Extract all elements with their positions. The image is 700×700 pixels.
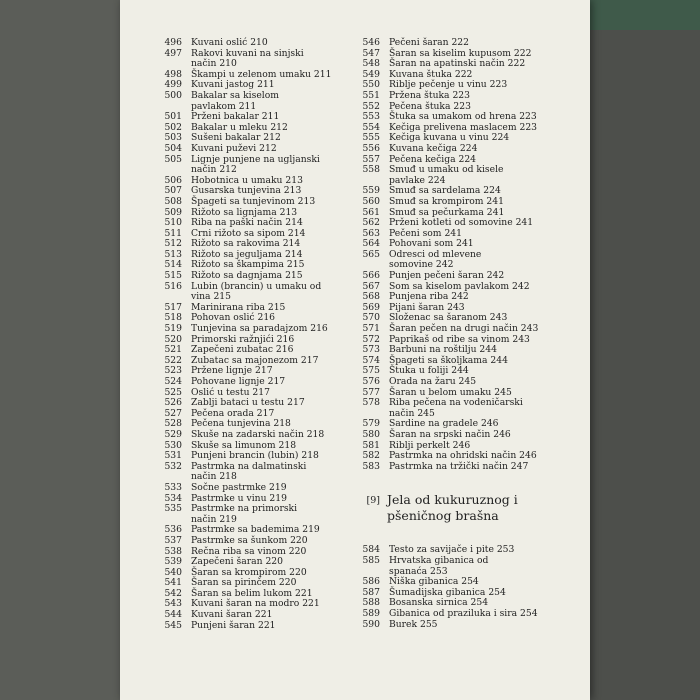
recipe-title: Šaran pečen na drugi način 243: [389, 323, 539, 335]
book-page: [120, 0, 590, 700]
recipe-number: 573: [362, 344, 380, 356]
right-column-entries: [354, 38, 569, 472]
recipe-title: Zapečeni zubatac 216: [191, 344, 294, 356]
recipe-number: 555: [362, 132, 380, 144]
recipe-title: Pijani šaran 243: [389, 301, 465, 313]
recipe-title: Šaran na apatinski način 222: [389, 58, 526, 70]
recipe-title: Pastrmka na dalmatinski: [191, 460, 307, 472]
recipe-number: 586: [362, 576, 380, 588]
recipe-title: Oslić u testu 217: [191, 386, 270, 398]
recipe-number: 568: [362, 291, 380, 303]
recipe-title: Smuđ sa sardelama 224: [389, 185, 501, 197]
recipe-title: Hobotnica u umaku 213: [191, 174, 303, 186]
recipe-entry: [354, 620, 569, 631]
section-title-line: pšeničnog brašna: [387, 507, 499, 523]
recipe-entry: [354, 398, 569, 409]
recipe-number: 534: [164, 492, 182, 504]
recipe-title: Bakalar sa kiselom: [191, 89, 279, 101]
recipe-title: Pečena štuka 223: [389, 100, 471, 112]
recipe-number: 578: [362, 397, 380, 409]
recipe-number: 540: [164, 566, 182, 578]
recipe-title: Punjeni šaran 221: [191, 619, 276, 631]
recipe-entry: [156, 621, 356, 632]
recipe-title: Odresci od mlevene: [389, 248, 482, 260]
recipe-number: 569: [362, 301, 380, 313]
recipe-number: 589: [362, 607, 380, 619]
recipe-number: 531: [164, 450, 182, 462]
recipe-title: Punjen pečeni šaran 242: [389, 270, 505, 282]
recipe-number: 541: [164, 577, 182, 589]
recipe-number: 504: [164, 142, 182, 154]
recipe-number: 528: [164, 418, 182, 430]
recipe-title: Prženi bakalar 211: [191, 111, 280, 123]
recipe-number: 523: [164, 365, 182, 377]
recipe-title: Šaran na srpski način 246: [389, 428, 511, 440]
recipe-title: Crni rižoto sa sipom 214: [191, 227, 306, 239]
recipe-number: 517: [164, 301, 182, 313]
recipe-title: Šumadijska gibanica 254: [389, 586, 506, 598]
recipe-number: 566: [362, 270, 380, 282]
recipe-number: 510: [164, 217, 182, 229]
recipe-number: 567: [362, 280, 380, 292]
recipe-number: 554: [362, 121, 380, 133]
recipe-title: Pastrmke sa šunkom 220: [191, 534, 308, 546]
recipe-title: Šaran sa belim lukom 221: [191, 587, 313, 599]
recipe-number: 497: [164, 47, 182, 59]
recipe-title: Kečiga kuvana u vinu 224: [389, 132, 510, 144]
recipe-number: 550: [362, 79, 380, 91]
recipe-number: 498: [164, 68, 182, 80]
recipe-number: 511: [164, 227, 182, 239]
recipe-number: 518: [164, 312, 182, 324]
recipe-title: Tunjevina sa paradajzom 216: [191, 323, 328, 335]
recipe-title: način 212: [191, 164, 237, 176]
recipe-number: 580: [362, 428, 380, 440]
recipe-number: 553: [362, 111, 380, 123]
recipe-title: Pržena štuka 223: [389, 89, 470, 101]
recipe-title: Pohovane lignje 217: [191, 376, 286, 387]
recipe-number: 575: [362, 365, 380, 377]
recipe-number: 556: [362, 142, 380, 154]
recipe-number: 533: [164, 481, 182, 493]
recipe-entry: [156, 49, 356, 60]
recipe-number: 535: [164, 503, 182, 515]
recipe-title: Rečna riba sa vinom 220: [191, 545, 307, 557]
recipe-number: 546: [362, 37, 380, 48]
recipe-number: 516: [164, 280, 182, 292]
recipe-title: spanaća 253: [389, 565, 448, 577]
recipe-title: Pečena orada 217: [191, 407, 275, 419]
recipe-title: Burek 255: [389, 618, 438, 630]
recipe-title: Pastrmka na tržički način 247: [389, 460, 529, 472]
recipe-title: Barbuni na roštilju 244: [389, 344, 497, 356]
section-title-line: Jela od kukuruznog i: [387, 492, 518, 508]
recipe-title: Niška gibanica 254: [389, 576, 479, 588]
recipe-entry: [156, 197, 356, 208]
recipe-number: 530: [164, 439, 182, 451]
recipe-title: način 218: [191, 471, 237, 483]
recipe-number: 519: [164, 323, 182, 335]
recipe-number: 571: [362, 323, 380, 335]
recipe-title: Pastrmke sa bademima 219: [191, 524, 320, 536]
recipe-title: Lubin (brancin) u umaku od: [191, 280, 322, 292]
recipe-number: 585: [362, 554, 380, 566]
recipe-entry: [354, 377, 569, 388]
recipe-title: Pečena kečiga 224: [389, 153, 477, 165]
recipe-number: 539: [164, 556, 182, 568]
recipe-entry: [156, 144, 356, 155]
recipe-title: Skuše sa limunom 218: [191, 439, 297, 451]
section-number: [9]: [366, 495, 380, 507]
recipe-title: Šaran sa pirinčem 220: [191, 577, 297, 589]
recipe-title: Zablji bataci u testu 217: [191, 397, 305, 409]
recipe-entry: [156, 38, 356, 49]
recipe-number: 551: [362, 89, 380, 101]
recipe-number: 588: [362, 597, 380, 609]
recipe-number: 520: [164, 333, 182, 345]
recipe-title: somovine 242: [389, 259, 454, 271]
recipe-title: Špageti sa tunjevinom 213: [191, 195, 316, 207]
recipe-number: 560: [362, 195, 380, 207]
recipe-number: 508: [164, 195, 182, 207]
recipe-title: Primorski ražnjići 216: [191, 333, 295, 345]
recipe-number: 583: [362, 460, 380, 472]
recipe-entry: [156, 430, 356, 441]
background-cover: [590, 0, 700, 30]
recipe-number: 562: [362, 217, 380, 229]
recipe-number: 565: [362, 248, 380, 260]
recipe-title: Testo za savijače i pite 253: [389, 544, 515, 556]
recipe-title: Smuđ u umaku od kisele: [389, 164, 504, 176]
recipe-title: pavlakom 211: [191, 100, 257, 112]
recipe-number: 536: [164, 524, 182, 536]
recipe-number: 538: [164, 545, 182, 557]
recipe-number: 572: [362, 333, 380, 345]
recipe-title: Rižoto sa rakovima 214: [191, 238, 301, 250]
recipe-number: 526: [164, 397, 182, 409]
section-entries: [354, 545, 569, 630]
recipe-title: vina 215: [191, 291, 231, 303]
recipe-entry: [156, 483, 356, 494]
recipe-title: Kuvani oslić 210: [191, 37, 268, 48]
recipe-title: Riblji perkelt 246: [389, 439, 471, 451]
recipe-title: Riba pečena na vodeničarski: [389, 397, 523, 409]
recipe-number: 574: [362, 354, 380, 366]
recipe-title: način 210: [191, 58, 237, 70]
recipe-number: 570: [362, 312, 380, 324]
recipe-title: Rižoto sa škampima 215: [191, 259, 305, 271]
recipe-title: Sardine na gradele 246: [389, 418, 499, 430]
recipe-number: 512: [164, 238, 182, 250]
recipe-title: Špageti sa školjkama 244: [389, 354, 508, 366]
recipe-number: 537: [164, 534, 182, 546]
recipe-title: Šaran u belom umaku 245: [389, 386, 512, 398]
recipe-title: Pastrmka na ohridski način 246: [389, 450, 537, 462]
recipe-entry: [354, 38, 569, 49]
recipe-title: Bakalar u mleku 212: [191, 121, 288, 133]
recipe-entry: [354, 430, 569, 441]
recipe-number: 506: [164, 174, 182, 186]
recipe-number: 496: [164, 37, 182, 48]
recipe-title: Sušeni bakalar 212: [191, 132, 281, 144]
recipe-title: Rižoto sa lignjama 213: [191, 206, 298, 218]
recipe-title: Punjena riba 242: [389, 291, 469, 303]
recipe-title: Rakovi kuvani na sinjski: [191, 47, 304, 59]
recipe-number: 522: [164, 354, 182, 366]
recipe-number: 515: [164, 270, 182, 282]
recipe-number: 548: [362, 58, 380, 70]
recipe-number: 513: [164, 248, 182, 260]
recipe-title: Pastrmke na primorski: [191, 503, 298, 515]
recipe-number: 521: [164, 344, 182, 356]
recipe-entry: [156, 282, 356, 293]
recipe-number: 543: [164, 598, 182, 610]
recipe-entry: [354, 144, 569, 155]
recipe-number: 558: [362, 164, 380, 176]
recipe-number: 582: [362, 450, 380, 462]
section-title: [387, 492, 518, 523]
recipe-number: 509: [164, 206, 182, 218]
recipe-title: Škampi u zelenom umaku 211: [191, 68, 332, 80]
recipe-number: 544: [164, 609, 182, 621]
right-column: [354, 38, 569, 630]
background-surface: [590, 30, 700, 700]
recipe-number: 584: [362, 544, 380, 556]
recipe-title: Pečeni som 241: [389, 227, 462, 239]
recipe-entry: [156, 462, 356, 473]
recipe-title: Kuvani jastog 211: [191, 79, 275, 91]
recipe-number: 514: [164, 259, 182, 271]
recipe-title: Som sa kiselom pavlakom 242: [389, 280, 530, 292]
recipe-number: 499: [164, 79, 182, 91]
recipe-entry: [156, 91, 356, 102]
recipe-title: Zubatac sa majonezom 217: [191, 354, 319, 366]
recipe-number: 525: [164, 386, 182, 398]
recipe-title: Bosanska sirnica 254: [389, 597, 489, 609]
recipe-title: Složenac sa šaranom 243: [389, 312, 508, 324]
recipe-title: Pohovani som 241: [389, 238, 474, 250]
recipe-number: 545: [164, 619, 182, 631]
recipe-number: 561: [362, 206, 380, 218]
recipe-title: Kečiga prelivena maslacem 223: [389, 121, 538, 133]
recipe-entry: [156, 536, 356, 547]
recipe-number: 503: [164, 132, 182, 144]
recipe-title: Pohovan oslić 216: [191, 312, 276, 324]
recipe-title: Pržene lignje 217: [191, 365, 273, 377]
recipe-number: 501: [164, 111, 182, 123]
recipe-number: 547: [362, 47, 380, 59]
recipe-title: Prženi kotleti od somovine 241: [389, 217, 534, 229]
recipe-title: Riblje pečenje u vinu 223: [389, 79, 508, 91]
recipe-number: 549: [362, 68, 380, 80]
recipe-number: 557: [362, 153, 380, 165]
recipe-title: Pastrmke u vinu 219: [191, 492, 287, 504]
recipe-entry: [354, 556, 569, 567]
recipe-entry: [354, 609, 569, 620]
recipe-title: Marinirana riba 215: [191, 301, 286, 313]
recipe-title: Kuvana štuka 222: [389, 68, 473, 80]
recipe-title: Štuka sa umakom od hrena 223: [389, 111, 537, 123]
recipe-number: 579: [362, 418, 380, 430]
left-column: [156, 38, 356, 631]
recipe-number: 500: [164, 89, 182, 101]
recipe-entry: [354, 91, 569, 102]
recipe-entry: [156, 155, 356, 166]
recipe-title: Štuka u foliji 244: [389, 365, 469, 377]
recipe-title: Sočne pastrmke 219: [191, 481, 287, 493]
recipe-title: Rižoto sa jeguljama 214: [191, 248, 303, 260]
recipe-entry: [354, 165, 569, 176]
recipe-title: Paprikaš od ribe sa vinom 243: [389, 333, 530, 345]
recipe-number: 576: [362, 376, 380, 387]
recipe-title: Rižoto sa dagnjama 215: [191, 270, 303, 282]
recipe-title: Punjeni brancin (lubin) 218: [191, 450, 319, 462]
recipe-number: 532: [164, 460, 182, 472]
recipe-title: Kuvana kečiga 224: [389, 142, 478, 154]
recipe-number: 590: [362, 618, 380, 630]
recipe-title: Pečena tunjevina 218: [191, 418, 291, 430]
recipe-entry: [156, 377, 356, 388]
recipe-number: 564: [362, 238, 380, 250]
recipe-number: 581: [362, 439, 380, 451]
recipe-title: način 245: [389, 407, 435, 419]
recipe-number: 577: [362, 386, 380, 398]
recipe-title: Pečeni šaran 222: [389, 37, 469, 48]
recipe-number: 559: [362, 185, 380, 197]
recipe-title: Šaran sa krompirom 220: [191, 566, 307, 578]
recipe-title: Skuše na zadarski način 218: [191, 428, 325, 440]
recipe-title: Smuđ sa pečurkama 241: [389, 206, 505, 218]
recipe-title: Kuvani šaran na modro 221: [191, 598, 320, 610]
recipe-number: 507: [164, 185, 182, 197]
recipe-title: Gusarska tunjevina 213: [191, 185, 302, 197]
recipe-title: Šaran sa kiselim kupusom 222: [389, 47, 532, 59]
recipe-title: pavlake 224: [389, 174, 446, 186]
recipe-number: 529: [164, 428, 182, 440]
recipe-title: Lignje punjene na ugljanski: [191, 153, 320, 165]
recipe-entry: [354, 462, 569, 473]
recipe-title: Kuvani šaran 221: [191, 609, 273, 621]
recipe-title: Gibanica od praziluka i sira 254: [389, 607, 538, 619]
recipe-number: 542: [164, 587, 182, 599]
recipe-entry: [354, 197, 569, 208]
recipe-number: 527: [164, 407, 182, 419]
recipe-entry: [354, 250, 569, 261]
recipe-number: 505: [164, 153, 182, 165]
recipe-title: Kuvani puževi 212: [191, 142, 277, 154]
recipe-number: 587: [362, 586, 380, 598]
recipe-title: način 219: [191, 513, 237, 525]
recipe-entry: [156, 504, 356, 515]
recipe-title: Smuđ sa krompirom 241: [389, 195, 504, 207]
recipe-title: Zapečeni šaran 220: [191, 556, 283, 568]
recipe-number: 524: [164, 376, 182, 387]
recipe-number: 502: [164, 121, 182, 133]
section-heading: [354, 492, 569, 523]
recipe-number: 552: [362, 100, 380, 112]
recipe-title: Orada na žaru 245: [389, 376, 477, 387]
recipe-number: 563: [362, 227, 380, 239]
recipe-title: Hrvatska gibanica od: [389, 554, 489, 566]
recipe-title: Riba na paški način 214: [191, 217, 303, 229]
